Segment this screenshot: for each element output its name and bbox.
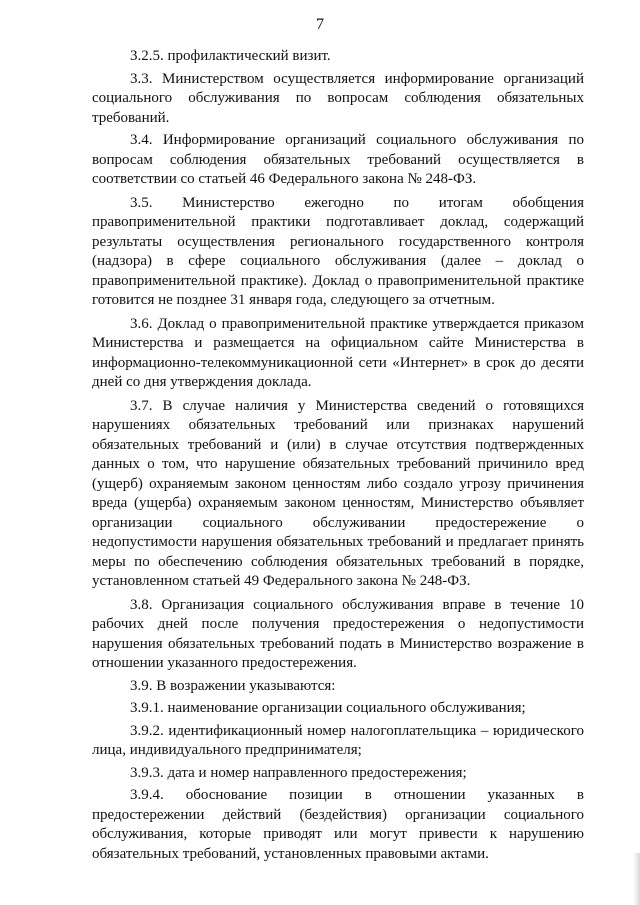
paragraph-3-9-3: 3.9.3. дата и номер направленного предостережения; <box>130 764 467 781</box>
paragraph-3-2-5: 3.2.5. профилактический визит. <box>130 48 331 64</box>
paragraph-3-4: 3.4. Информирование организаций социального обслуживания по вопросам соблюдения обязательных требований осуществляется в соответствии со статьей 46 Федерального закона № 248-ФЗ. <box>92 132 584 187</box>
document-body <box>92 47 584 864</box>
paragraph-3-9-4: 3.9.4. обоснование позиции в отношении указанных в предостережении действий (бездействия) организации социального обслуживания, которые приводят или могут привести к нарушению обязательных требований, установленных правовыми актами. <box>92 787 584 862</box>
paragraph-3-9-1: 3.9.1. наименование организации социального обслуживания; <box>130 700 526 716</box>
paragraph-3-8: 3.8. Организация социального обслуживания вправе в течение 10 рабочих дней после получения предостережения о недопустимости нарушения обязательных требований подать в Министерство возражение в отношении указанного предостережения. <box>92 596 584 671</box>
paragraph-3-7: 3.7. В случае наличия у Министерства сведений о готовящихся нарушениях обязательных требований или признаках нарушений обязательных требований и (или) в случае отсутствия подтвержденных данных о том, что нарушение обязательных требований причинило вред (ущерб) охраняемым законом ценностям либо создало угрозу причинения вреда (ущерба) охраняемым законом ценностям, Министерство объявляет организации социального обслуживании предостережение о недопустимости нарушения обязательных требований и предлагает принять меры по обеспечению соблюдения обязательных требований в порядке, установленном статьей 49 Федерального закона № 248-ФЗ. <box>92 397 584 589</box>
page-edge-shadow <box>634 853 640 905</box>
paragraph-3-9-2: 3.9.2. идентификационный номер налогоплательщика – юридического лица, индивидуального предпринимателя; <box>92 722 584 758</box>
paragraph-3-3: 3.3. Министерством осуществляется информирование организаций социального обслуживания по вопросам соблюдения обязательных требований. <box>92 70 584 126</box>
paragraph-3-9: 3.9. В возражении указываются: <box>130 677 336 694</box>
paragraph-3-6: 3.6. Доклад о правоприменительной практике утверждается приказом Министерства и размещается на официальном сайте Министерства в информационно-телекоммуникационной сети «Интернет» в срок до десяти дней со дня утверждения доклада. <box>92 315 584 390</box>
page-number: 7 <box>316 16 324 33</box>
paragraph-3-5: 3.5. Министерство ежегодно по итогам обобщения правоприменительной практики подготавливает доклад, содержащий результаты осуществления регионального государственного контроля (надзора) в сфере социального обслуживания (далее – доклад о правоприменительной практике). Доклад о правоприменительной практике готовится не позднее 31 января года, следующего за отчетным. <box>92 194 584 308</box>
